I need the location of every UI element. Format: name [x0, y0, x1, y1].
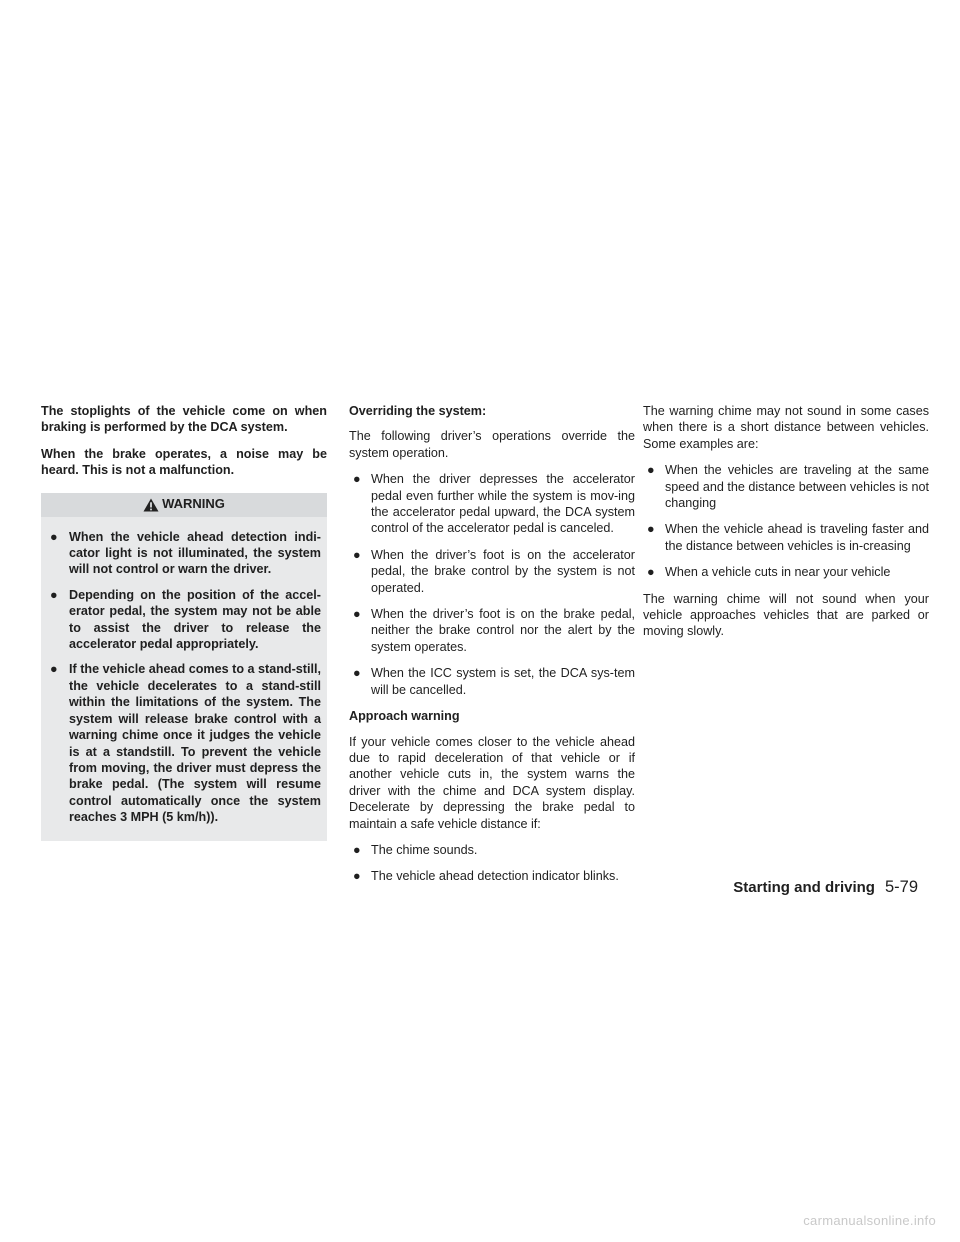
overriding-heading: Overriding the system:	[349, 404, 487, 418]
approach-warning-heading: Approach warning	[349, 709, 460, 724]
warning-triangle-icon	[143, 498, 159, 512]
warning-item: ● When the vehicle ahead detection indi-cator light is not illuminated, the system will not control or warn the driver.	[50, 529, 321, 577]
warning-header	[41, 493, 327, 517]
watermark: carmanualsonline.info	[803, 1213, 936, 1228]
page-number: 5-79	[884, 878, 918, 896]
warning-item: ● If the vehicle ahead comes to a stand-still, the vehicle decelerates to a stand-still within the limitations of the system. The system will release brake control with a warning chime once it judges the vehicle is at a standstill. To prevent the vehicle from moving, the driver must depress the brake pedal. (The system will resume control automatically once the system reaches 3 MPH (5 km/h)).	[50, 662, 321, 825]
middle-column	[349, 403, 635, 895]
list-item: ● When the driver’s foot is on the brake pedal, neither the brake control nor the alert by the system operates.	[353, 607, 635, 654]
noise-note: When the brake operates, a noise may be heard. This is not a malfunction.	[41, 446, 327, 478]
page-footer	[733, 878, 918, 897]
list-item: ● The vehicle ahead detection indicator blinks.	[353, 869, 619, 884]
list-item: ● The chime sounds.	[353, 842, 478, 857]
list-item: ● When a vehicle cuts in near your vehicle	[647, 565, 891, 580]
overriding-intro: The following driver’s operations override the system operation.	[349, 429, 635, 460]
right-column	[643, 403, 929, 650]
list-item: ● When the driver depresses the accelerator pedal even further while the system is mov-ing the accelerator pedal upward, the DCA system control of the accelerator pedal is canceled.	[353, 472, 635, 536]
warning-title: WARNING	[162, 496, 225, 512]
chime-intro: The warning chime may not sound in some cases when there is a short distance between vehicles. Some examples are:	[643, 404, 929, 451]
list-item: ● When the driver’s foot is on the accelerator pedal, the brake control by the system is not operated.	[353, 547, 635, 595]
section-title: Starting and driving	[733, 879, 875, 896]
approach-warning-text: If your vehicle comes closer to the vehicle ahead due to rapid deceleration of that vehicle or if another vehicle cuts in, the system warns the driver with the chime and DCA system display. Decelerate by depressing the brake pedal to maintain a safe vehicle distance if:	[349, 734, 635, 831]
list-item: ● When the vehicles are traveling at the same speed and the distance between vehicles is not changing	[647, 463, 929, 511]
list-item: ● When the vehicle ahead is traveling faster and the distance between vehicles is in-creasing	[647, 522, 929, 553]
warning-body	[41, 517, 327, 841]
stoplights-note: The stoplights of the vehicle come on when braking is performed by the DCA system.	[41, 404, 327, 435]
chime-note: The warning chime will not sound when your vehicle approaches vehicles that are parked or moving slowly.	[643, 591, 929, 639]
list-item: ● When the ICC system is set, the DCA sys-tem will be cancelled.	[353, 666, 635, 697]
warning-item: ● Depending on the position of the accel-erator pedal, the system may not be able to assist the driver to release the accelerator pedal appropriately.	[50, 587, 321, 652]
left-column	[41, 403, 327, 841]
